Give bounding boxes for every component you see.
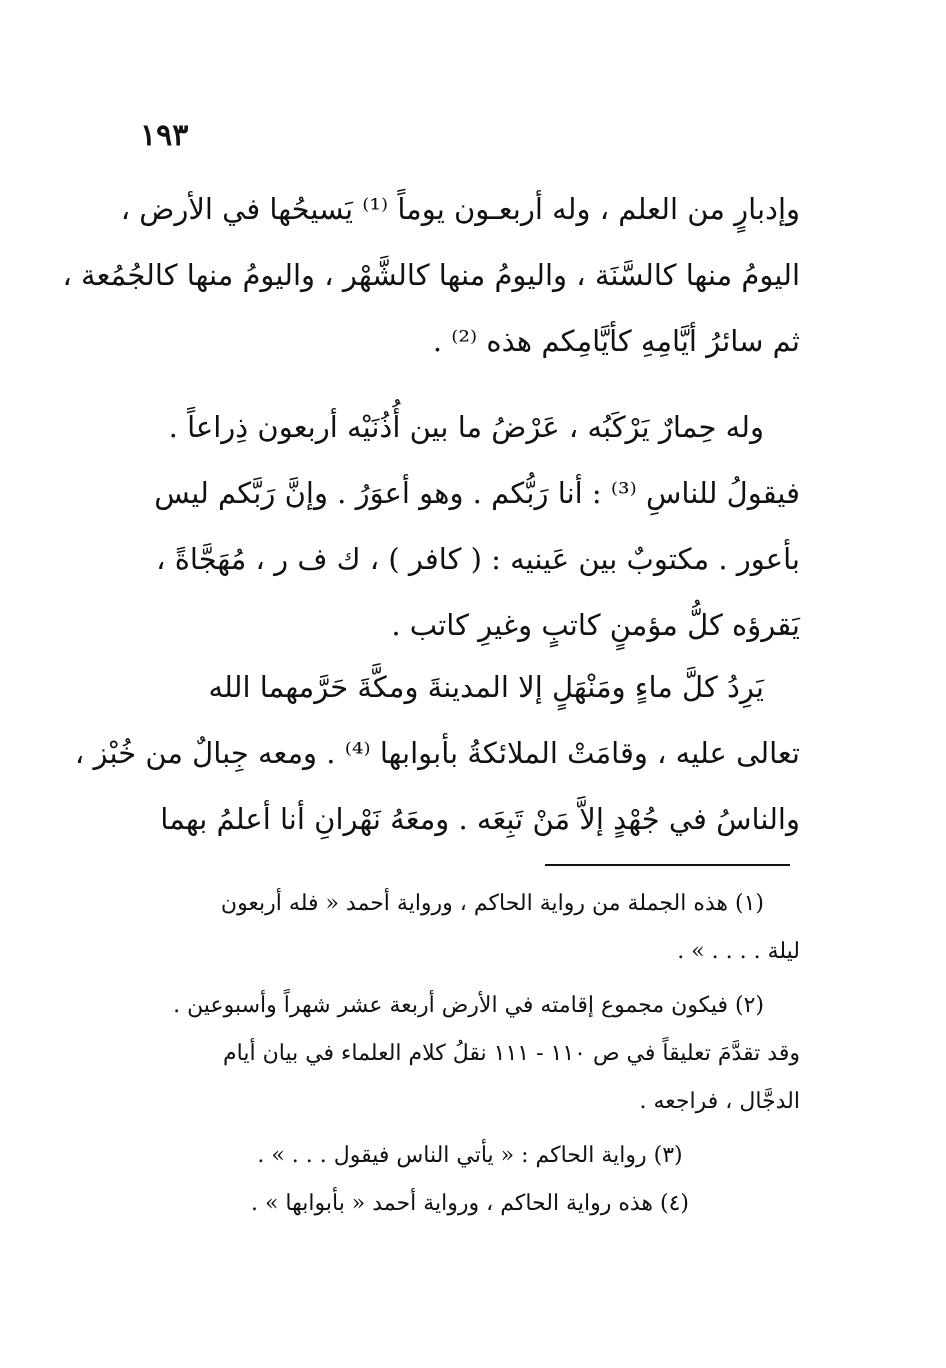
- text-line: اليومُ منها كالسَّنَة ، واليومُ منها كالشَّهْر ، واليومُ منها كالجُمُعة ،: [62, 258, 800, 292]
- paragraph-3: [74, 654, 800, 852]
- footnote-separator: [545, 864, 790, 866]
- paragraph-2: [140, 394, 800, 658]
- text-line: وإدبارٍ من العلم ، وله أربعـون يوماً ⁽¹⁾ يَسيحُها في الأرض ،: [120, 192, 800, 226]
- text-line: والناسُ في جُهْدٍ إلاَّ مَنْ تَبِعَه . ومعَهُ نَهْرانِ أنا أعلمُ بهما: [160, 802, 800, 836]
- text-line: بأعور . مكتوبٌ بين عَينيه : ( كافر ) ، ك ف ر ، مُهَجَّاةً ،: [156, 542, 800, 576]
- text-line: يَقرؤه كلُّ مؤمنٍ كاتبٍ وغيرِ كاتب .: [391, 608, 800, 642]
- footnote-line: الدجَّال ، فراجعه .: [639, 1089, 800, 1114]
- footnote-line: (٣) رواية الحاكم : « يأتي الناس فيقول . . . » .: [257, 1143, 683, 1168]
- text-line: تعالى عليه ، وقامَتْ الملائكةُ بأبوابها ⁽⁴⁾ . ومعه جِبالٌ من خُبْز ،: [74, 736, 800, 770]
- text-line: وله حِمارٌ يَرْكَبُه ، عَرْضُ ما بين أُذُنَيْه أربعون ذِراعاً .: [168, 410, 764, 444]
- footnotes: [140, 880, 800, 1228]
- footnote-line: (٤) هذه رواية الحاكم ، ورواية أحمد « بأبوابها » .: [250, 1191, 689, 1216]
- paragraph-1: [62, 176, 800, 374]
- footnote-4: [140, 1180, 800, 1228]
- footnote-2: [140, 982, 800, 1126]
- footnote-1: [140, 880, 800, 976]
- text-line: يَرِدُ كلَّ ماءٍ ومَنْهَلٍ إلا المدينةَ ومكَّةَ حَرَّمهما الله: [208, 670, 764, 704]
- text-line: ثم سائرُ أيَّامِهِ كأيَّامِكم هذه ⁽²⁾ .: [432, 324, 800, 358]
- page-number: ١٩٣: [140, 118, 189, 153]
- footnote-line: ليلة . . . . » .: [677, 939, 800, 964]
- footnote-line: (١) هذه الجملة من رواية الحاكم ، ورواية أحمد « فله أربعون: [220, 891, 764, 916]
- footnote-3: [140, 1132, 800, 1180]
- footnote-line: (٢) فيكون مجموع إقامته في الأرض أربعة عشر شهراً وأسبوعين .: [173, 993, 764, 1018]
- text-line: فيقولُ للناسِ ⁽³⁾ : أنا رَبُّكم . وهو أعوَرُ . وإنَّ رَبَّكم ليس: [154, 476, 800, 510]
- footnote-line: وقد تقدَّمَ تعليقاً في ص ١١٠ - ١١١ نقلُ كلام العلماء في بيان أيام: [223, 1041, 800, 1066]
